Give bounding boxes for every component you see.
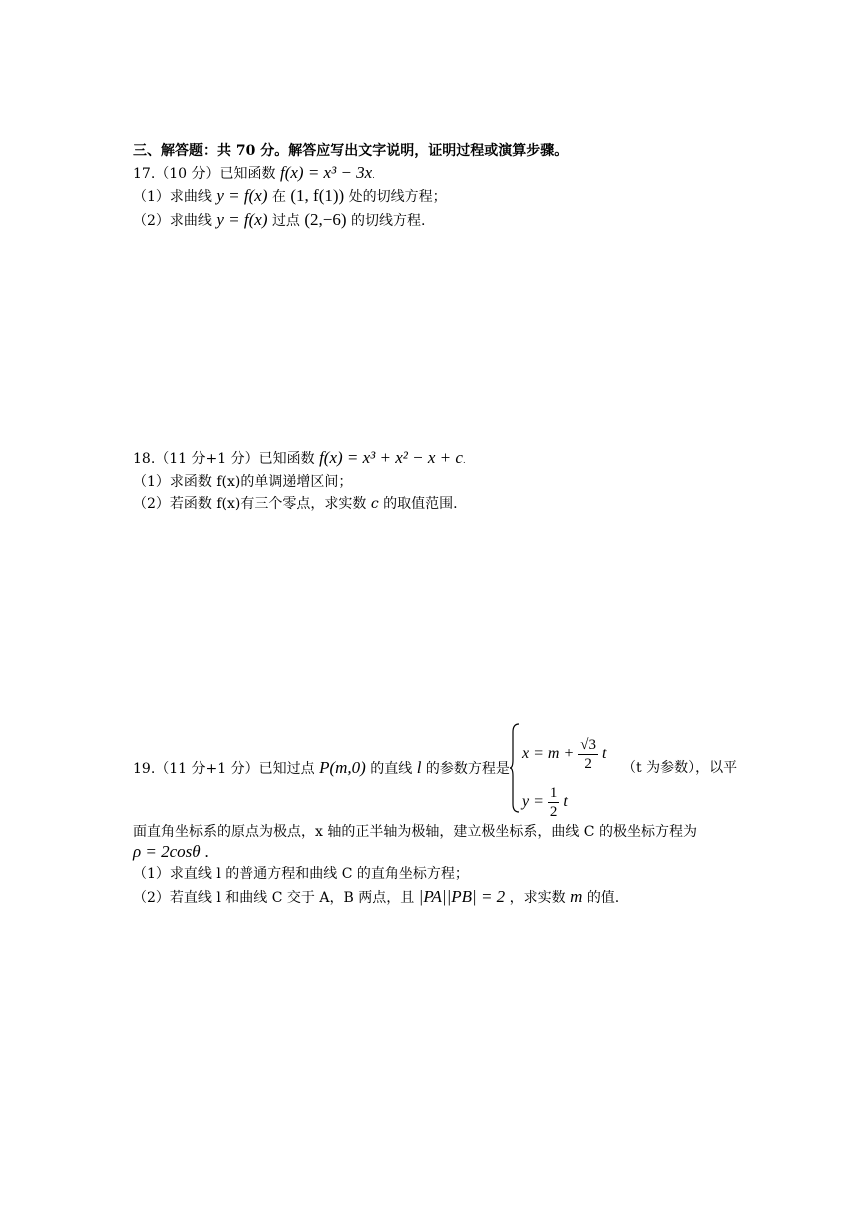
eq2-numerator: 1 <box>549 785 558 801</box>
q19-part2-text-a: （2）若直线 l 和曲线 C 交于 A，B 两点，且 <box>133 890 415 906</box>
q19-part2-math: |PA||PB| = 2 <box>418 887 506 906</box>
q19-part2-text-c: 的值. <box>586 890 620 906</box>
question-17-stem: 17.（10 分）已知函数 f(x) = x³ − 3x. <box>133 163 375 182</box>
parametric-system <box>510 722 620 820</box>
q17-part2-math2: (2,−6) <box>304 210 347 229</box>
q17-part1-text-c: 处的切线方程； <box>348 189 447 205</box>
q19-mid2: 的参数方程是 <box>425 761 510 777</box>
q17-part1 <box>133 186 447 207</box>
q19-part2 <box>133 887 619 908</box>
question-19-stem <box>133 758 510 779</box>
q19-part1: （1）求直线 l 的普通方程和曲线 C 的直角坐标方程； <box>133 866 469 882</box>
q17-label: 17.（10 分）已知函数 <box>133 166 276 182</box>
q17-part2-text-a: （2）求曲线 <box>133 213 212 229</box>
q19-polar-equation: ρ = 2cosθ . <box>133 842 210 861</box>
q18-part2 <box>133 494 458 514</box>
q18-formula: f(x) = x³ + x² − x + c <box>319 448 463 467</box>
q19-label: 19.（11 分+1 分）已知过点 <box>133 761 315 777</box>
eq2-t: t <box>563 793 568 811</box>
q18-part2-text-b: 的取值范围. <box>383 496 458 512</box>
q18-part1: （1）求函数 f(x)的单调递增区间； <box>133 474 353 490</box>
q17-part2-text-b: 过点 <box>271 213 300 229</box>
question-18-stem: 18.（11 分+1 分）已知函数 f(x) = x³ + x² − x + c. <box>133 448 466 467</box>
q17-part2-math1: y = f(x) <box>216 210 268 229</box>
q19-param-note: （t 为参数），以平 <box>622 760 738 776</box>
q19-point: P(m,0) <box>319 758 366 777</box>
q18-part2-text-a: （2）若函数 f(x)有三个零点，求实数 <box>133 496 367 512</box>
eq1-denominator: 2 <box>584 756 592 772</box>
q19-mid: 的直线 <box>370 761 413 777</box>
param-eq-y <box>522 784 568 821</box>
q19-part2-var: m <box>570 887 583 906</box>
section-heading: 三、解答题：共 70 分。解答应写出文字说明，证明过程或演算步骤。 <box>133 143 569 159</box>
q19-part2-text-b: ，求实数 <box>509 890 566 906</box>
q17-part1-text-b: 在 <box>271 189 286 205</box>
param-eq-x <box>522 736 606 773</box>
eq1-numerator: √3 <box>580 737 596 753</box>
q19-line2: 面直角坐标系的原点为极点，x 轴的正半轴为极轴，建立极坐标系，曲线 C 的极坐标方程为 <box>133 824 697 840</box>
eq2-denominator: 2 <box>549 804 558 820</box>
eq1-fraction <box>578 736 598 773</box>
q17-part1-text-a: （1）求曲线 <box>133 189 212 205</box>
q17-part1-math1: y = f(x) <box>216 186 268 205</box>
q17-part1-math2: (1, f(1)) <box>290 186 345 205</box>
eq1-t: t <box>601 745 607 763</box>
q18-label: 18.（11 分+1 分）已知函数 <box>133 451 315 467</box>
eq2-fraction <box>548 784 560 821</box>
q18-part2-var: c <box>370 496 379 512</box>
left-brace-icon <box>510 722 520 814</box>
q17-formula: f(x) = x³ − 3x <box>279 163 373 182</box>
eq1-left: x = m + <box>522 745 575 763</box>
eq2-left: y = <box>522 793 544 811</box>
q17-part2 <box>133 210 425 231</box>
q19-line-var: l <box>416 758 422 777</box>
q17-part2-text-c: 的切线方程. <box>351 213 426 229</box>
